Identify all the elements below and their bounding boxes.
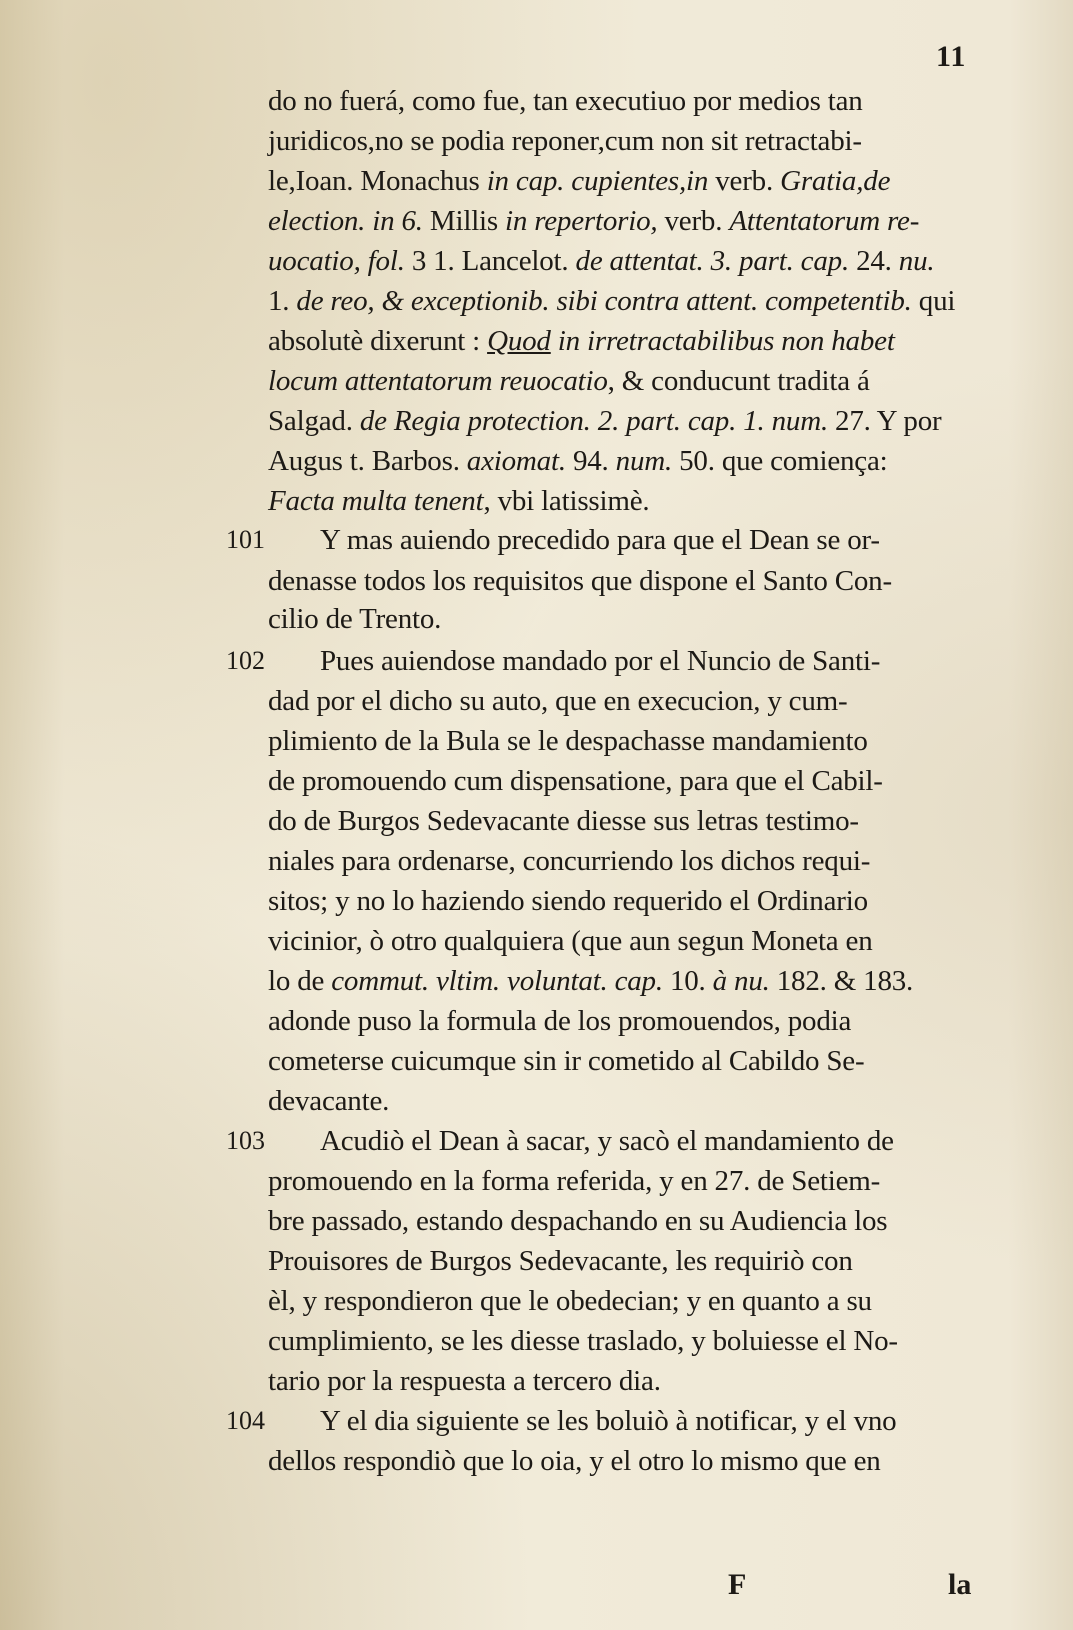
text-run: lo de [268, 965, 332, 997]
text-line [268, 323, 976, 359]
text-run: cilio de Trento. [268, 603, 442, 635]
paragraph-number: 103 [226, 1126, 265, 1155]
text-line [268, 123, 976, 159]
text-line [268, 723, 976, 759]
text-run: dad por el dicho su auto, que en execucion, y cum- [268, 685, 848, 717]
text-run: cumplimiento, se les diesse traslado, y boluiesse el No- [268, 1325, 898, 1357]
text-run: Augus t. Barbos. [268, 445, 467, 477]
text-run: qui [911, 285, 956, 317]
italic-text-run: de attentat. 3. part. cap. [575, 245, 850, 277]
text-run: , vbi latissimè. [483, 485, 650, 517]
italic-text-run: Attentatorum re- [729, 205, 920, 237]
underlined-text-run: Quod [487, 325, 551, 357]
text-run: vicinior, ò otro qualquiera (que aun segun Moneta en [268, 925, 873, 957]
text-run: 24. [849, 245, 899, 277]
text-line [268, 1323, 976, 1359]
text-line [268, 1283, 976, 1319]
italic-text-run: locum attentatorum reuocatio [268, 365, 608, 397]
text-run: 27. Y por [828, 405, 942, 437]
text-run: absolutè dixerunt : [268, 325, 488, 357]
text-line [268, 1003, 976, 1039]
text-line [268, 283, 976, 319]
text-line [268, 1163, 976, 1199]
text-run: 94. [565, 445, 616, 477]
italic-text-run: à nu. [712, 965, 770, 997]
text-run: verb. [657, 205, 730, 237]
italic-text-run: in irretractabilibus non habet [550, 325, 895, 357]
italic-text-run: in cap. cupientes,in [486, 165, 709, 197]
text-line [268, 923, 976, 959]
text-line [268, 1363, 976, 1399]
text-line [268, 643, 976, 679]
text-line [268, 803, 976, 839]
text-line [268, 163, 976, 199]
text-run: Pues auiendose mandado por el Nuncio de Santi- [320, 645, 881, 677]
text-line [268, 1043, 976, 1079]
italic-text-run: axiomat. [466, 445, 566, 477]
italic-text-run: commut. vltim. voluntat. cap. [331, 965, 663, 997]
text-run: 3 1. Lancelot. [404, 245, 576, 277]
signature-mark: F [728, 1568, 747, 1601]
text-run: bre passado, estando despachando en su Audiencia los [268, 1205, 888, 1237]
text-run: cometerse cuicumque sin ir cometido al Cabildo Se- [268, 1045, 865, 1077]
text-line [268, 963, 976, 999]
text-line [268, 522, 976, 558]
text-run: do no fuerá, como fue, tan executiuo por medios tan [268, 85, 863, 117]
text-run: juridicos,no se podia reponer,cum non sit retractabi- [268, 125, 862, 157]
page-number: 11 [936, 40, 967, 73]
text-line [268, 683, 976, 719]
text-run: Acudiò el Dean à sacar, y sacò el mandamiento de [320, 1125, 894, 1157]
paragraph-number: 102 [226, 646, 265, 675]
text-run: Millis [422, 205, 506, 237]
italic-text-run: uocatio, fol. [268, 245, 405, 277]
text-run: tario por la respuesta a tercero dia. [268, 1365, 661, 1397]
text-run: 10. [662, 965, 713, 997]
text-run: sitos; y no lo haziendo siendo requerido el Ordinario [268, 885, 868, 917]
text-run: 50. que comiença: [672, 445, 888, 477]
text-run: devacante. [268, 1085, 390, 1117]
text-line [268, 1203, 976, 1239]
text-line [268, 83, 976, 119]
text-run: èl, y respondieron que le obedecian; y en quanto a su [268, 1285, 872, 1317]
paragraph-number: 104 [226, 1406, 265, 1435]
text-line [268, 601, 976, 637]
text-run: Prouisores de Burgos Sedevacante, les requiriò con [268, 1245, 853, 1277]
text-line [268, 243, 976, 279]
text-line [268, 1403, 976, 1439]
text-line [268, 203, 976, 239]
catchword: la [948, 1568, 972, 1601]
text-line [268, 1443, 976, 1479]
text-run: do de Burgos Sedevacante diesse sus letras testimo- [268, 805, 859, 837]
text-run: 182. & 183. [769, 965, 914, 997]
text-run: verb. [708, 165, 781, 197]
text-line [268, 883, 976, 919]
italic-text-run: in repertorio, [505, 205, 658, 237]
text-line [268, 483, 976, 519]
text-line [268, 1123, 976, 1159]
text-run: , & conducunt tradita á [607, 365, 870, 397]
italic-text-run: de reo, & exceptionib. sibi contra attent. competentib. [296, 285, 912, 317]
text-run: 1. [268, 285, 297, 317]
italic-text-run: Gratia,de [780, 165, 891, 197]
text-run: de promouendo cum dispensatione, para que el Cabil- [268, 765, 883, 797]
text-run: Y el dia siguiente se les boluiò à notificar, y el vno [320, 1405, 897, 1437]
text-line [268, 843, 976, 879]
text-run: promouendo en la forma referida, y en 27. de Setiem- [268, 1165, 881, 1197]
text-run: dellos respondiò que lo oia, y el otro lo mismo que en [268, 1445, 881, 1477]
text-run: denasse todos los requisitos que dispone el Santo Con- [268, 565, 892, 597]
italic-text-run: nu. [898, 245, 935, 277]
text-run: niales para ordenarse, concurriendo los dichos requi- [268, 845, 871, 877]
text-line [268, 1243, 976, 1279]
italic-text-run: num. [615, 445, 673, 477]
italic-text-run: Facta multa tenent [268, 485, 484, 517]
text-line [268, 1083, 976, 1119]
text-line [268, 563, 976, 599]
italic-text-run: election. in 6. [268, 205, 423, 237]
text-run: plimiento de la Bula se le despachasse mandamiento [268, 725, 868, 757]
text-line [268, 403, 976, 439]
italic-text-run: de Regia protection. 2. part. cap. 1. num. [359, 405, 828, 437]
text-line [268, 443, 976, 479]
text-line [268, 363, 976, 399]
text-line [268, 763, 976, 799]
text-run: Y mas auiendo precedido para que el Dean se or- [320, 524, 880, 556]
text-run: adonde puso la formula de los promouendos, podia [268, 1005, 852, 1037]
text-run: Salgad. [268, 405, 360, 437]
text-run: le,Ioan. Monachus [268, 165, 487, 197]
paragraph-number: 101 [226, 525, 265, 554]
